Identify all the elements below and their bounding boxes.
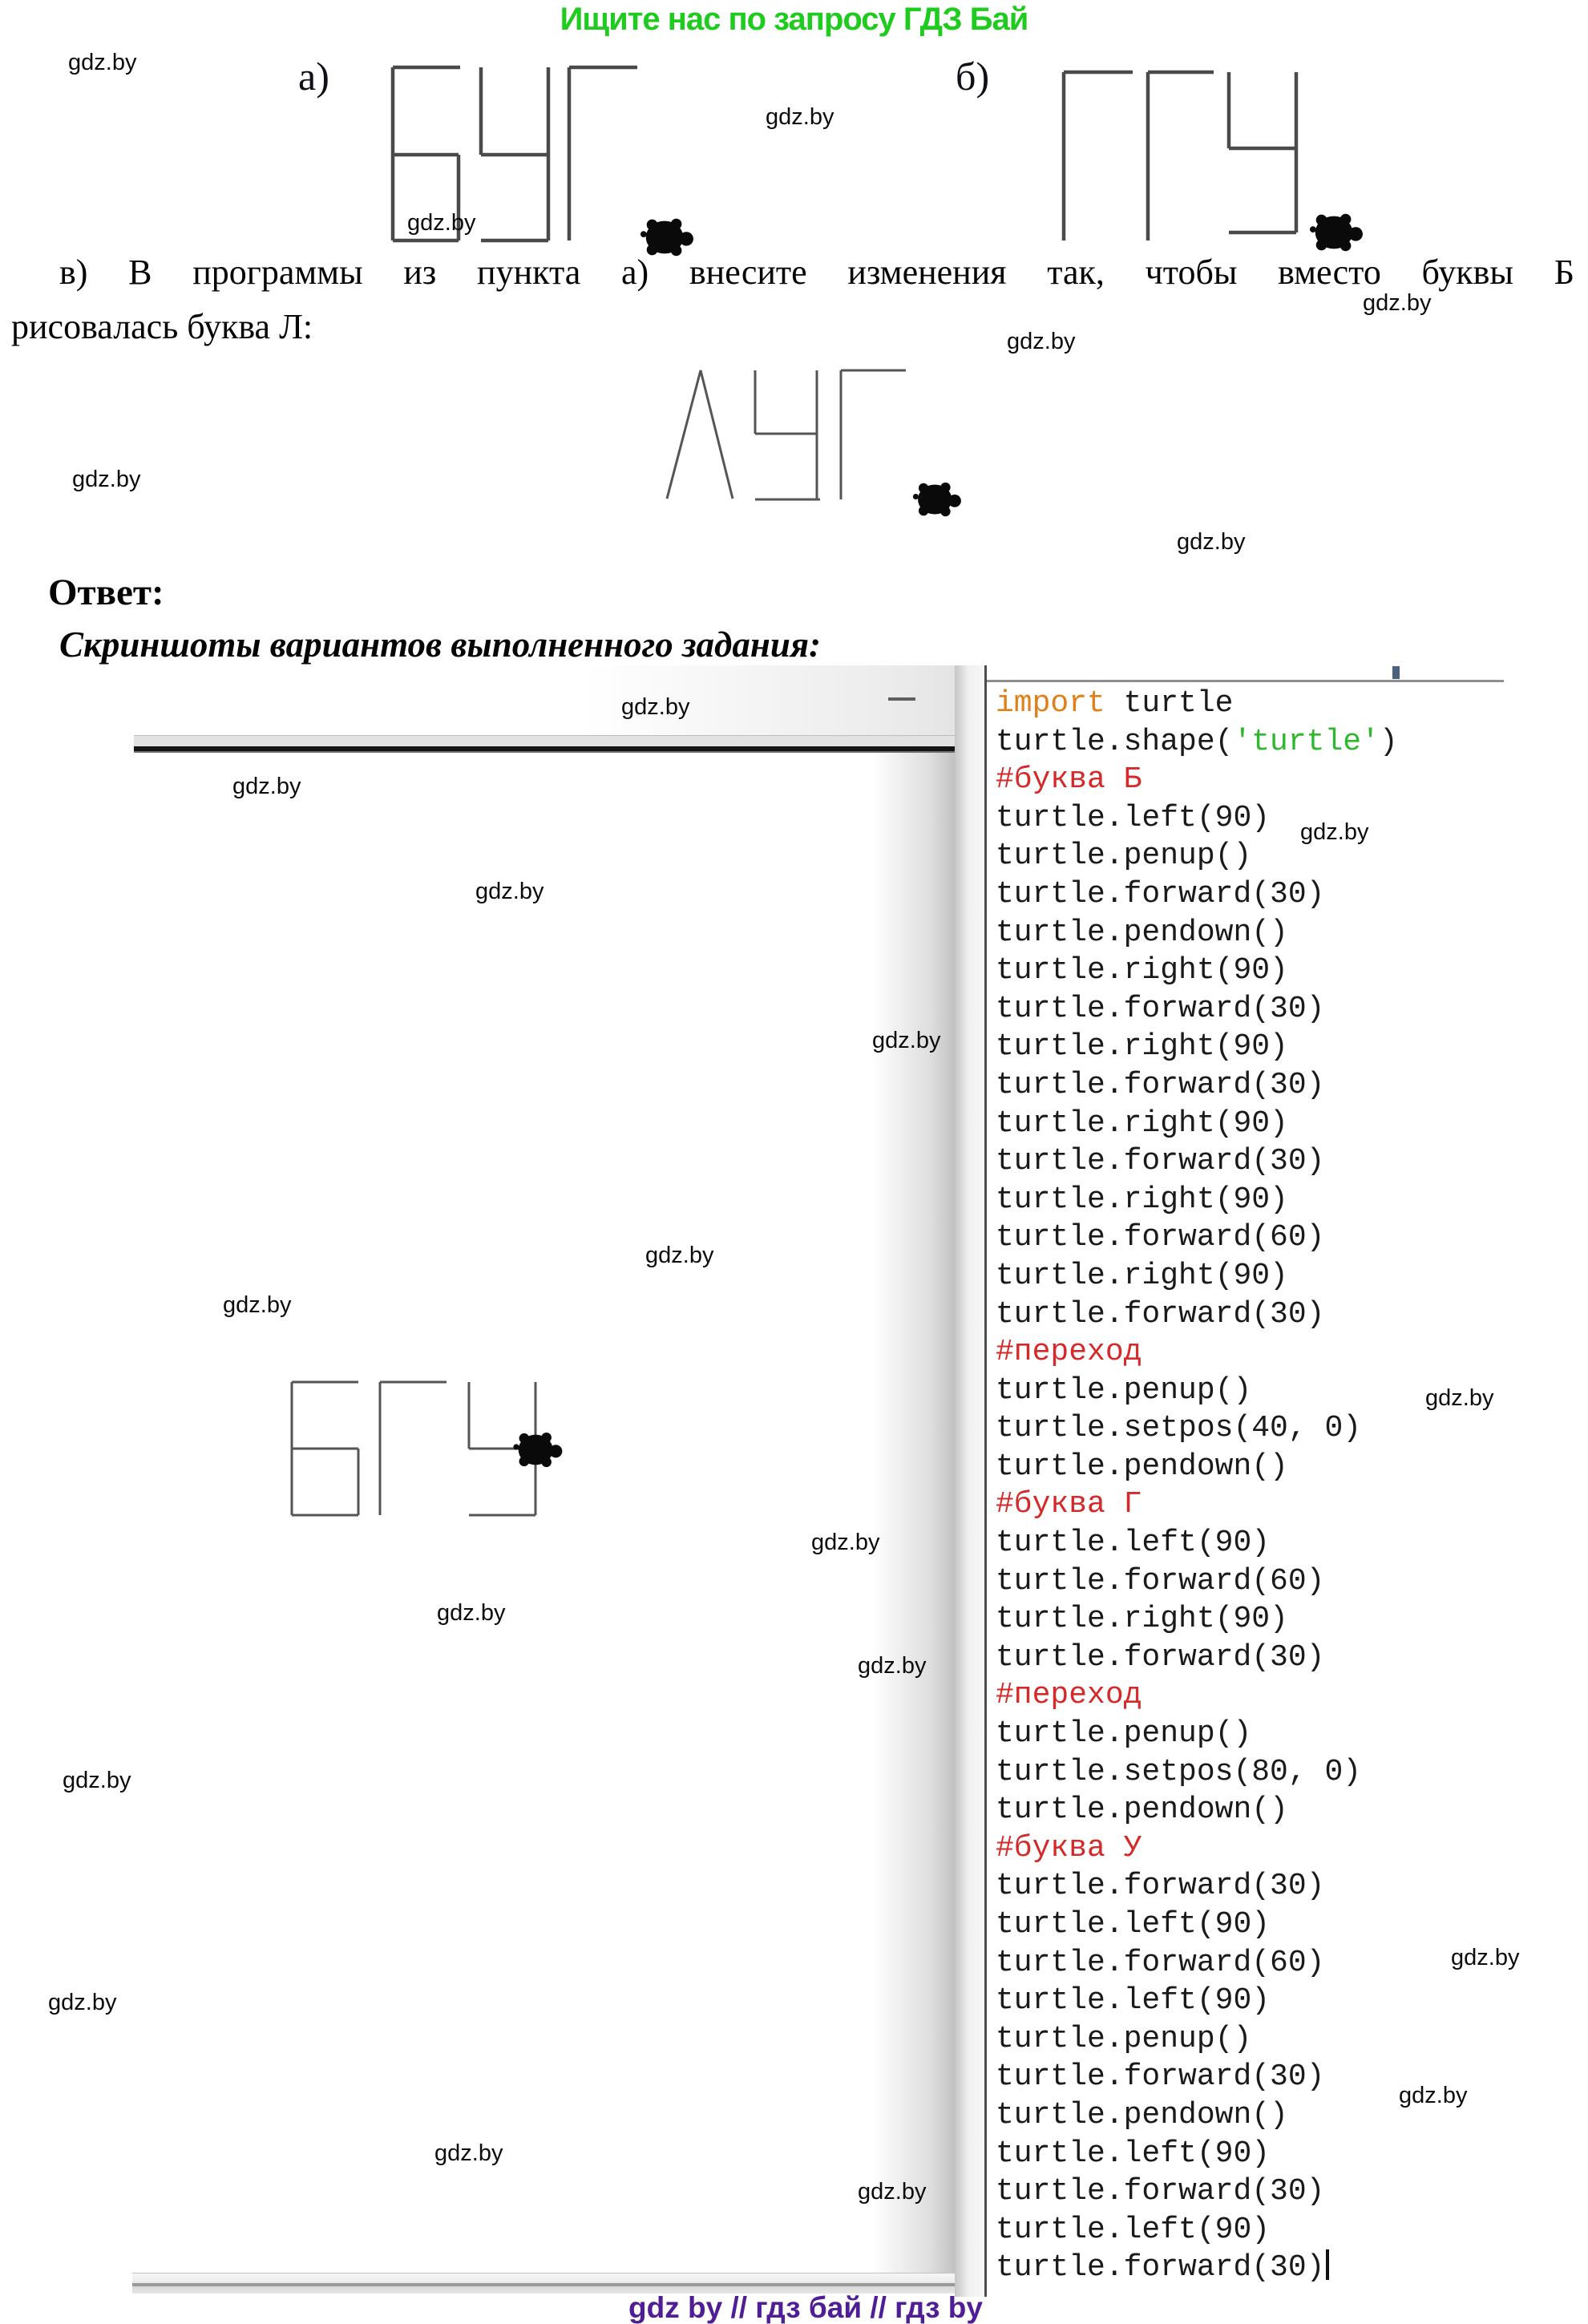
titlebar-divider-line [134,746,955,753]
watermark-text: gdz.by [1451,1945,1520,1970]
code-line [996,2135,1398,2173]
text-cursor [1326,2249,1329,2280]
code-text: turtle.setpos(40, 0) [996,1411,1362,1446]
site-header-text: Ищите нас по запросу ГДЗ Бай [560,2,1028,37]
code-line [996,1409,1398,1448]
watermark-text: gdz.by [68,50,137,75]
watermark-text: gdz.by [858,1653,927,1679]
turtle-icon [913,483,961,516]
letter-g-path [841,370,906,499]
code-line [996,1715,1398,1753]
turtle-drawing-v-lug [649,353,978,537]
code-line [996,1944,1398,1982]
watermark-text: gdz.by [1363,290,1432,316]
code-line [996,1333,1398,1372]
code-text: turtle.left(90) [996,2136,1271,2171]
code-text: turtle.left(90) [996,2212,1271,2247]
code-lines-container [996,685,1398,2287]
code-line [996,1181,1398,1219]
letter-l-path [667,370,733,499]
code-keyword: import [996,686,1105,721]
watermark-text: gdz.by [72,467,141,492]
watermark-text: gdz.by [63,1768,131,1793]
code-line [996,1829,1398,1868]
watermark-text: gdz.by [1425,1385,1494,1411]
code-line [996,1982,1398,2020]
canvas-titlebar [132,665,955,735]
editor-caret-mark [1392,666,1400,679]
code-text: turtle.right(90) [996,1029,1288,1065]
figure-b-label: б) [956,54,990,99]
watermark-text: gdz.by [811,1530,880,1555]
code-text: turtle.penup() [996,839,1252,874]
code-line [996,1485,1398,1524]
watermark-text: gdz.by [1399,2083,1468,2108]
code-text: turtle.forward(30) [996,876,1325,911]
code-text: turtle.right(90) [996,1105,1288,1141]
answer-label: Ответ: [48,572,164,613]
letter-g2-path [1148,72,1214,240]
watermark-text: gdz.by [1300,819,1369,845]
code-line [996,2249,1398,2287]
code-line [996,2211,1398,2249]
code-line [996,1639,1398,1677]
code-text: turtle.pendown() [996,2097,1288,2132]
turtle-icon [1310,214,1363,252]
watermark-text: gdz.by [1007,329,1076,354]
code-line [996,914,1398,952]
watermark-text: gdz.by [437,1600,506,1626]
code-text: turtle.right(90) [996,1258,1288,1293]
site-footer-text: gdz by // гдз бай // гдз by [628,2291,983,2324]
watermark-text: gdz.by [434,2140,503,2166]
ide-window-screenshot [0,665,1588,2301]
statement-text-line2: рисовалась буква Л: [11,307,313,346]
code-line [996,685,1398,723]
code-line [996,2020,1398,2059]
code-line [996,1753,1398,1792]
turtle-drawing-b-ggu [1034,48,1379,281]
letter-b-path [292,1382,358,1515]
turtle-icon [640,219,693,257]
code-line [996,1600,1398,1639]
code-text: turtle.forward(60) [996,1563,1325,1599]
code-text: turtle.forward(30) [996,1869,1325,1904]
code-line [996,875,1398,914]
letter-g-path [569,67,637,240]
code-text: turtle.penup() [996,2021,1252,2056]
code-text: turtle.forward(30) [996,991,1325,1026]
turtle-drawing-a-bug [385,48,721,281]
figure-a-label: а) [298,54,329,99]
code-line [996,1867,1398,1906]
turtle-drawing-result-bgu [257,1363,593,1539]
code-text: turtle.forward(30) [996,1144,1325,1179]
code-line [996,1791,1398,1829]
answer-caption: Скриншоты вариантов выполненного задания: [59,624,822,665]
code-comment: #буква У [996,1830,1142,1865]
code-line [996,1295,1398,1334]
letter-u-path [481,67,548,240]
watermark-text: gdz.by [48,1990,117,2015]
watermark-text: gdz.by [858,2179,927,2205]
watermark-text: gdz.by [1177,529,1246,555]
letter-g-path [380,1382,446,1515]
code-text: turtle.right(90) [996,1602,1288,1637]
code-comment: #буква Б [996,762,1142,798]
code-line [996,2058,1398,2096]
code-line [996,761,1398,799]
code-line [996,2096,1398,2135]
code-text: turtle.forward(60) [996,1220,1325,1255]
code-text: turtle.pendown() [996,1793,1288,1828]
code-comment: #переход [996,1678,1142,1713]
code-line [996,723,1398,762]
code-line [996,1676,1398,1715]
code-string: 'turtle' [1233,724,1380,759]
code-text: turtle.forward(30) [996,1067,1325,1102]
code-line [996,1142,1398,1181]
watermark-text: gdz.by [232,774,301,799]
code-pane-top-border [987,680,1504,682]
code-text: turtle.penup() [996,1716,1252,1752]
code-text: turtle.penup() [996,1372,1252,1408]
code-line [996,1448,1398,1486]
code-line [996,1219,1398,1257]
code-line [996,1028,1398,1066]
code-text: turtle.forward(30) [996,2174,1325,2209]
code-text: turtle.forward(30) [996,1639,1325,1675]
code-text: turtle.forward(30) [996,2250,1325,2286]
watermark-text: gdz.by [645,1243,714,1268]
code-text: turtle.left(90) [996,1526,1271,1561]
letter-u-path [1229,72,1296,232]
code-text: turtle.forward(30) [996,2059,1325,2095]
turtle-icon [513,1433,562,1467]
code-text: turtle.shape( [996,724,1234,759]
code-text: turtle.forward(60) [996,1945,1325,1980]
code-text: turtle.left(90) [996,800,1271,835]
code-text: turtle [1105,686,1234,721]
code-line [996,1105,1398,1143]
code-line [996,1906,1398,1944]
code-line [996,2172,1398,2211]
watermark-text: gdz.by [407,210,476,236]
code-line [996,990,1398,1029]
turtle-canvas-pane [132,665,955,2293]
code-text: turtle.setpos(80, 0) [996,1754,1362,1789]
watermark-text: gdz.by [872,1028,941,1053]
code-line [996,1562,1398,1601]
statement-text-line1: в) В программы из пункта а) внесите изменения так, чтобы вместо буквы Б [59,253,1574,292]
pane-divider[interactable] [955,665,987,2297]
code-comment: #переход [996,1335,1142,1370]
code-line [996,1524,1398,1562]
code-text: turtle.right(90) [996,953,1288,988]
code-text: ) [1379,724,1398,759]
code-comment: #буква Г [996,1487,1142,1522]
titlebar-strip [134,735,955,747]
watermark-text: gdz.by [621,694,690,720]
code-line [996,952,1398,990]
code-text: turtle.forward(30) [996,1296,1325,1332]
code-line [996,1372,1398,1410]
letter-u-path [755,370,820,499]
minimize-icon[interactable] [888,697,915,701]
turtle-graphics-canvas [132,753,955,2273]
code-text: turtle.left(90) [996,1907,1271,1942]
code-text: turtle.left(90) [996,1983,1271,2019]
letter-g1-path [1064,72,1133,240]
code-line [996,1257,1398,1295]
code-text: turtle.right(90) [996,1182,1288,1217]
code-line [996,1066,1398,1105]
code-text: turtle.pendown() [996,1449,1288,1484]
scrollbar-thumb-line [132,2283,984,2286]
code-text: turtle.pendown() [996,915,1288,950]
watermark-text: gdz.by [475,879,544,904]
watermark-text: gdz.by [223,1292,292,1318]
watermark-text: gdz.by [766,104,834,130]
code-editor-pane[interactable] [987,665,1588,2297]
